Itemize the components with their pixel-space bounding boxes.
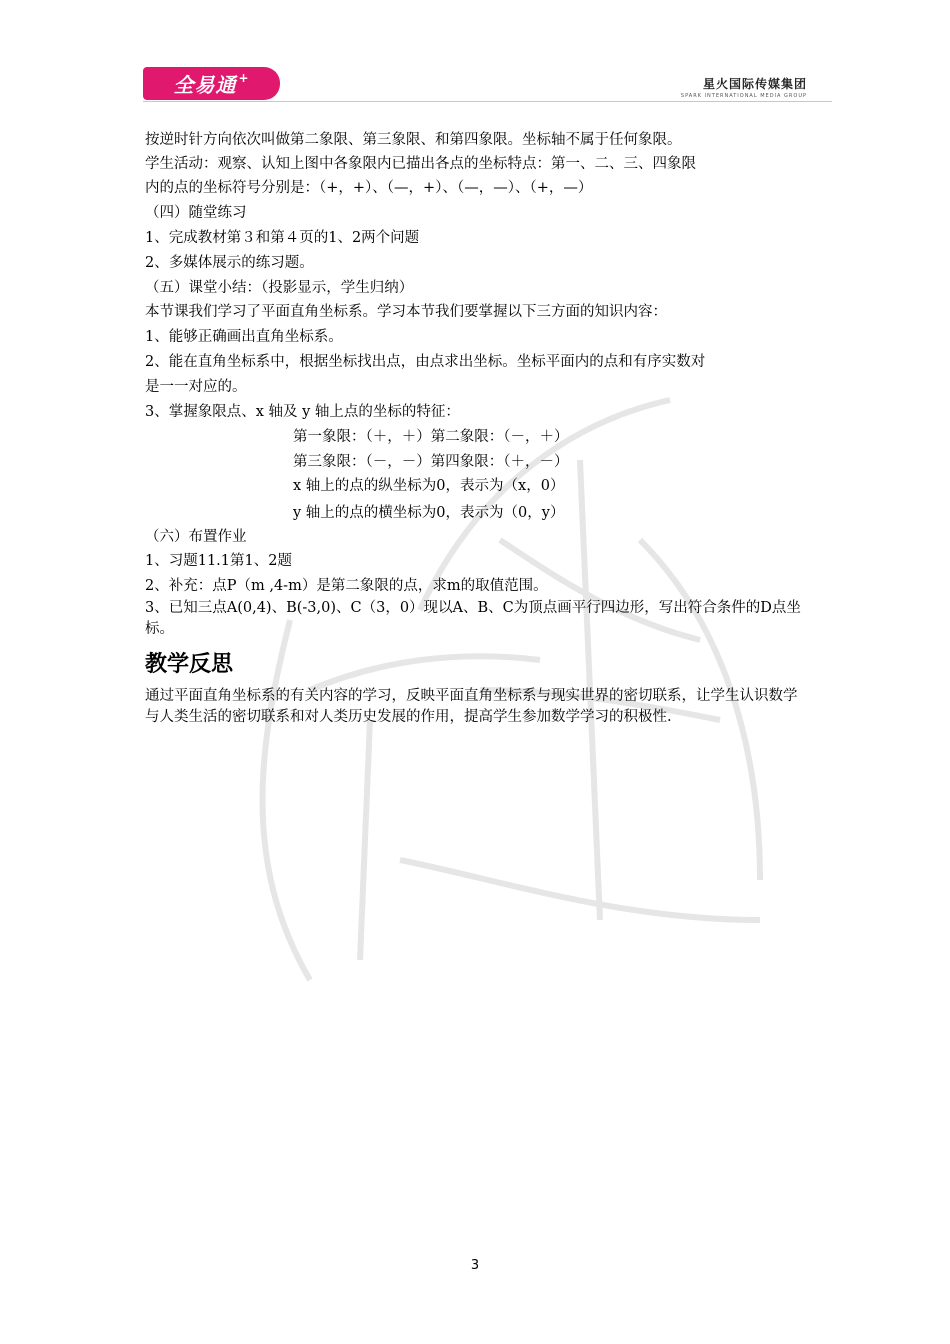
- text-line: 2、能在直角坐标系中，根据坐标找出点，由点求出坐标。坐标平面内的点和有序实数对: [145, 354, 706, 370]
- text-line: 2、多媒体展示的练习题。: [145, 255, 314, 271]
- section-heading: （六）布置作业: [145, 529, 247, 545]
- logo: [143, 67, 280, 100]
- text-line: 3、掌握象限点、x 轴及 y 轴上点的坐标的特征：: [145, 404, 460, 420]
- text-line: 1、完成教材第３和第４页的1、2两个问题: [145, 230, 420, 246]
- brand: [681, 75, 807, 99]
- homework-item-3: 3、已知三点A(0,4)、B(-3,0)、C（3，0）现以A、B、C为顶点画平行四边形，写出符合条件的D点坐标。: [145, 600, 801, 637]
- page-number: 3: [470, 1258, 480, 1273]
- section-heading: （四）随堂练习: [145, 205, 247, 221]
- text-line: 按逆时针方向依次叫做第二象限、第三象限、和第四象限。坐标轴不属于任何象限。: [145, 132, 682, 148]
- text-line: 内的点的坐标符号分别是：（+，+）、（—，+）、（—，—）、（+，—）: [145, 180, 593, 196]
- section-heading: （五）课堂小结：（投影显示，学生归纳）: [145, 280, 414, 296]
- text-line: 学生活动：观察、认知上图中各象限内已描出各点的坐标特点：第一、二、三、四象限: [145, 156, 696, 172]
- feature-line: y 轴上的点的横坐标为0，表示为（0，y）: [293, 505, 565, 521]
- brand-name: 星火国际传媒集团: [702, 77, 807, 91]
- text-line: 1、习题11.1第1、2题: [145, 553, 292, 569]
- logo-text: 全易通: [173, 73, 237, 97]
- text-line: 2、补充：点P（m ,4-m）是第二象限的点，求m的取值范围。: [145, 578, 548, 594]
- text-line: 是一一对应的。: [145, 379, 247, 395]
- header-divider: [143, 101, 832, 102]
- text-line: 1、能够正确画出直角坐标系。: [145, 329, 343, 345]
- text-line: 本节课我们学习了平面直角坐标系。学习本节我们要掌握以下三方面的知识内容：: [145, 304, 667, 320]
- feature-line: x 轴上的点的纵坐标为0，表示为（x，0）: [293, 478, 565, 494]
- reflection-title: 教学反思: [145, 652, 234, 677]
- feature-line: 第三象限：（－，－）第四象限：（＋，－）: [293, 454, 569, 470]
- brand-english: SPARK INTERNATIONAL MEDIA GROUP: [680, 93, 807, 99]
- logo-star: +: [238, 70, 250, 85]
- feature-line: 第一象限：（＋，＋）第二象限：（－，＋）: [293, 429, 569, 445]
- reflection-text: 通过平面直角坐标系的有关内容的学习，反映平面直角坐标系与现实世界的密切联系，让学生认识数学与人类生活的密切联系和对人类历史发展的作用，提高学生参加数学学习的积极性.: [145, 688, 798, 725]
